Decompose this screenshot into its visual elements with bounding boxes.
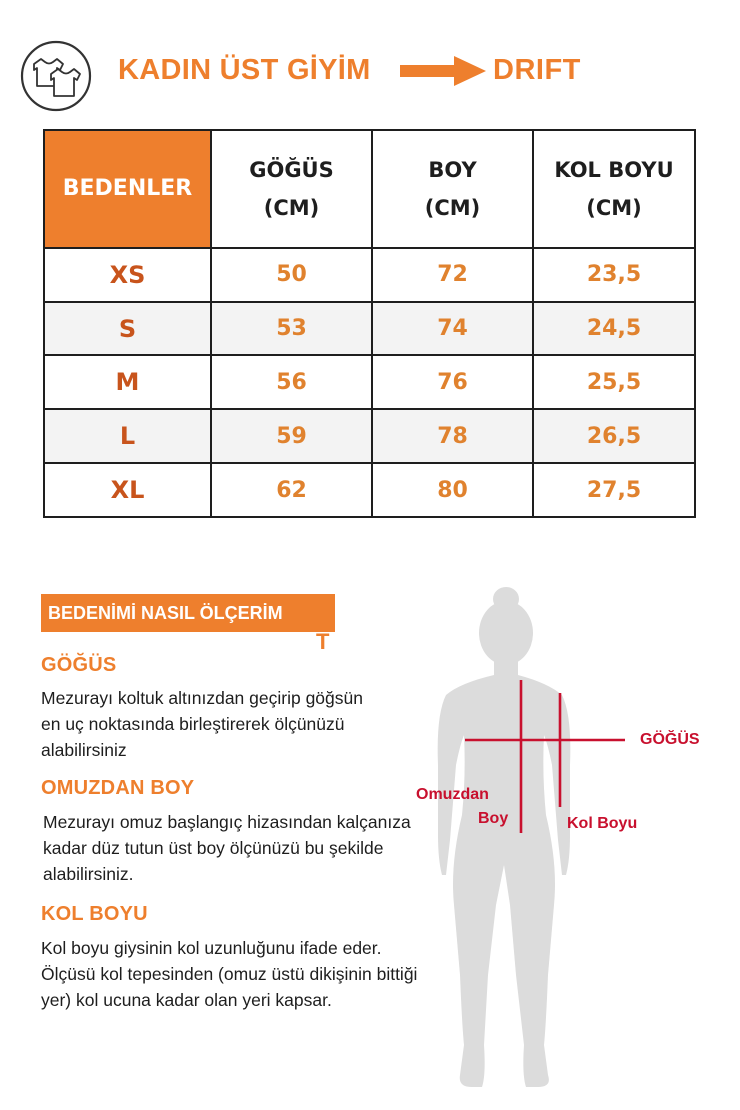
header-length: BOY (CM) [372,130,533,248]
length-section-title: OMUZDAN BOY [41,777,195,799]
header-chest: GÖĞÜS (CM) [211,130,372,248]
guide-banner-title: BEDENİMİ NASIL ÖLÇERİM [48,603,283,623]
chest-cell: 53 [211,302,372,356]
length-cell: 74 [372,302,533,356]
length-section-text: Mezurayı omuz başlangıç hizasından kalçanıza kadar düz tutun üst boy ölçünüzü bu şekilde alabilirsiniz. [43,812,411,884]
length-cell: 72 [372,248,533,302]
length-cell: 80 [372,463,533,517]
chest-cell: 50 [211,248,372,302]
size-cell: XL [44,463,211,517]
female-body-silhouette-icon [420,575,720,1105]
chest-cell: 62 [211,463,372,517]
chest-section-title: GÖĞÜS [41,654,117,676]
guide-banner-suffix: T [316,629,330,654]
sleeve-cell: 26,5 [533,409,695,463]
arrow-right-icon [400,56,486,86]
table-row [44,463,695,517]
size-cell: M [44,355,211,409]
header-sizes: BEDENLER [44,130,211,248]
sleeve-cell: 23,5 [533,248,695,302]
table-row [44,248,695,302]
table-row [44,355,695,409]
sleeve-cell: 27,5 [533,463,695,517]
brand-name: DRIFT [493,54,581,86]
sleeve-section-text: Kol boyu giysinin kol uzunluğunu ifade eder. Ölçüsü kol tepesinden (omuz üstü dikişinin bittiği yer) kol ucuna kadar olan yeri kapsar. [41,938,418,1010]
sleeve-cell: 25,5 [533,355,695,409]
size-table [43,129,696,518]
table-row [44,302,695,356]
page-title: KADIN ÜST GİYİM [118,54,371,86]
shoulder-length-label-line2: Boy [478,810,509,827]
chest-cell: 59 [211,409,372,463]
length-cell: 76 [372,355,533,409]
tshirt-pair-icon [20,40,92,112]
chest-cell: 56 [211,355,372,409]
header-sleeve: KOL BOYU (CM) [533,130,695,248]
table-header-row [44,130,695,248]
size-cell: XS [44,248,211,302]
chest-section-text: Mezurayı koltuk altınızdan geçirip göğsün en uç noktasında birleştirerek ölçünüzü alabilirsiniz [41,688,363,760]
length-cell: 78 [372,409,533,463]
table-row [44,409,695,463]
chest-measure-label: GÖĞÜS [640,731,700,748]
sleeve-section-title: KOL BOYU [41,903,148,925]
sleeve-measure-label: Kol Boyu [567,815,638,832]
size-cell: L [44,409,211,463]
size-cell: S [44,302,211,356]
shoulder-length-label: Omuzdan [416,786,489,803]
sleeve-cell: 24,5 [533,302,695,356]
